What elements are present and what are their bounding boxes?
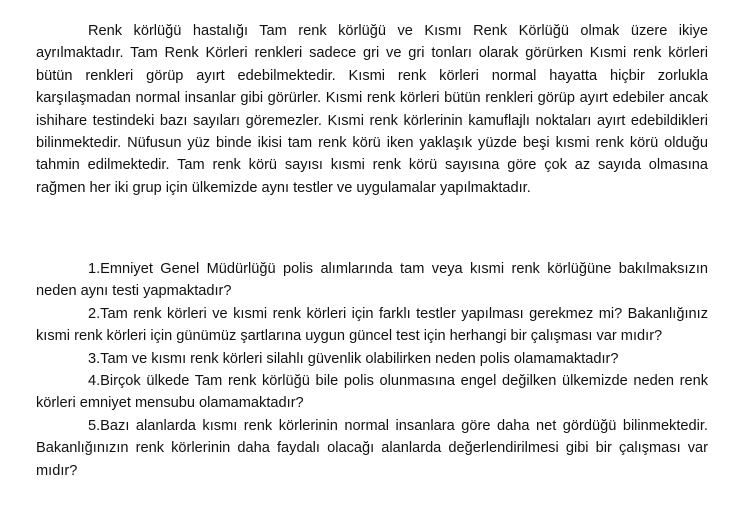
question-5: 5.Bazı alanlarda kısmı renk körlerinin normal insanlara göre daha net gördüğü bilinmektedir. Bakanlığınızın renk körlerinin daha faydalı olacağı alanlarda değerlendirilmesi gibi bir çalışması var mıdır?: [36, 417, 708, 479]
question-list: [36, 258, 708, 482]
question-4: 4.Birçok ülkede Tam renk körlüğü bile polis olunmasına engel değilken ülkemizde neden renk körleri emniyet mensubu olamamaktadır?: [36, 373, 708, 412]
question-3: 3.Tam ve kısmı renk körleri silahlı güvenlik olabilirken neden polis olamamaktadır?: [88, 350, 619, 367]
question-1: 1.Emniyet Genel Müdürlüğü polis alımlarında tam veya kısmi renk körlüğüne bakılmaksızın neden aynı testi yapmaktadır?: [36, 261, 708, 300]
intro-paragraph: Renk körlüğü hastalığı Tam renk körlüğü ve Kısmı Renk Körlüğü olmak üzere ikiye ayrılmaktadır. Tam Renk Körleri renkleri sadece gri ve gri tonları olarak görürken Kısmi renk körleri bütün renkleri görüp ayırt edebilmektedir. Kısmi renk körleri normal hayatta hiçbir zorlukla karşılaşmadan normal insanlar gibi görürler. Kısmi renk körleri bütün renkleri görüp ayırt edebiler ancak ishihare testindeki bazı sayıları göremezler. Kısmi renk körlerinin kamuflajlı noktaları ayırt edebildikleri bilinmektedir. Nüfusun yüz binde ikisi tam renk körü iken yaklaşık yüzde beşi kısmi renk körü olduğu tahmin edilmektedir. Tam renk körü sayısı kısmi renk körü sayısına göre çok az sayıda olmasına rağmen her iki grup için ülkemizde aynı testler ve uygulamalar yapılmaktadır.: [36, 23, 708, 196]
question-2: 2.Tam renk körleri ve kısmi renk körleri için farklı testler yapılması gerekmez mi? Bakanlığınız kısmi renk körleri için günümüz şartlarına uygun güncel test için herhangi bir çalışması var mıdır?: [36, 305, 708, 345]
